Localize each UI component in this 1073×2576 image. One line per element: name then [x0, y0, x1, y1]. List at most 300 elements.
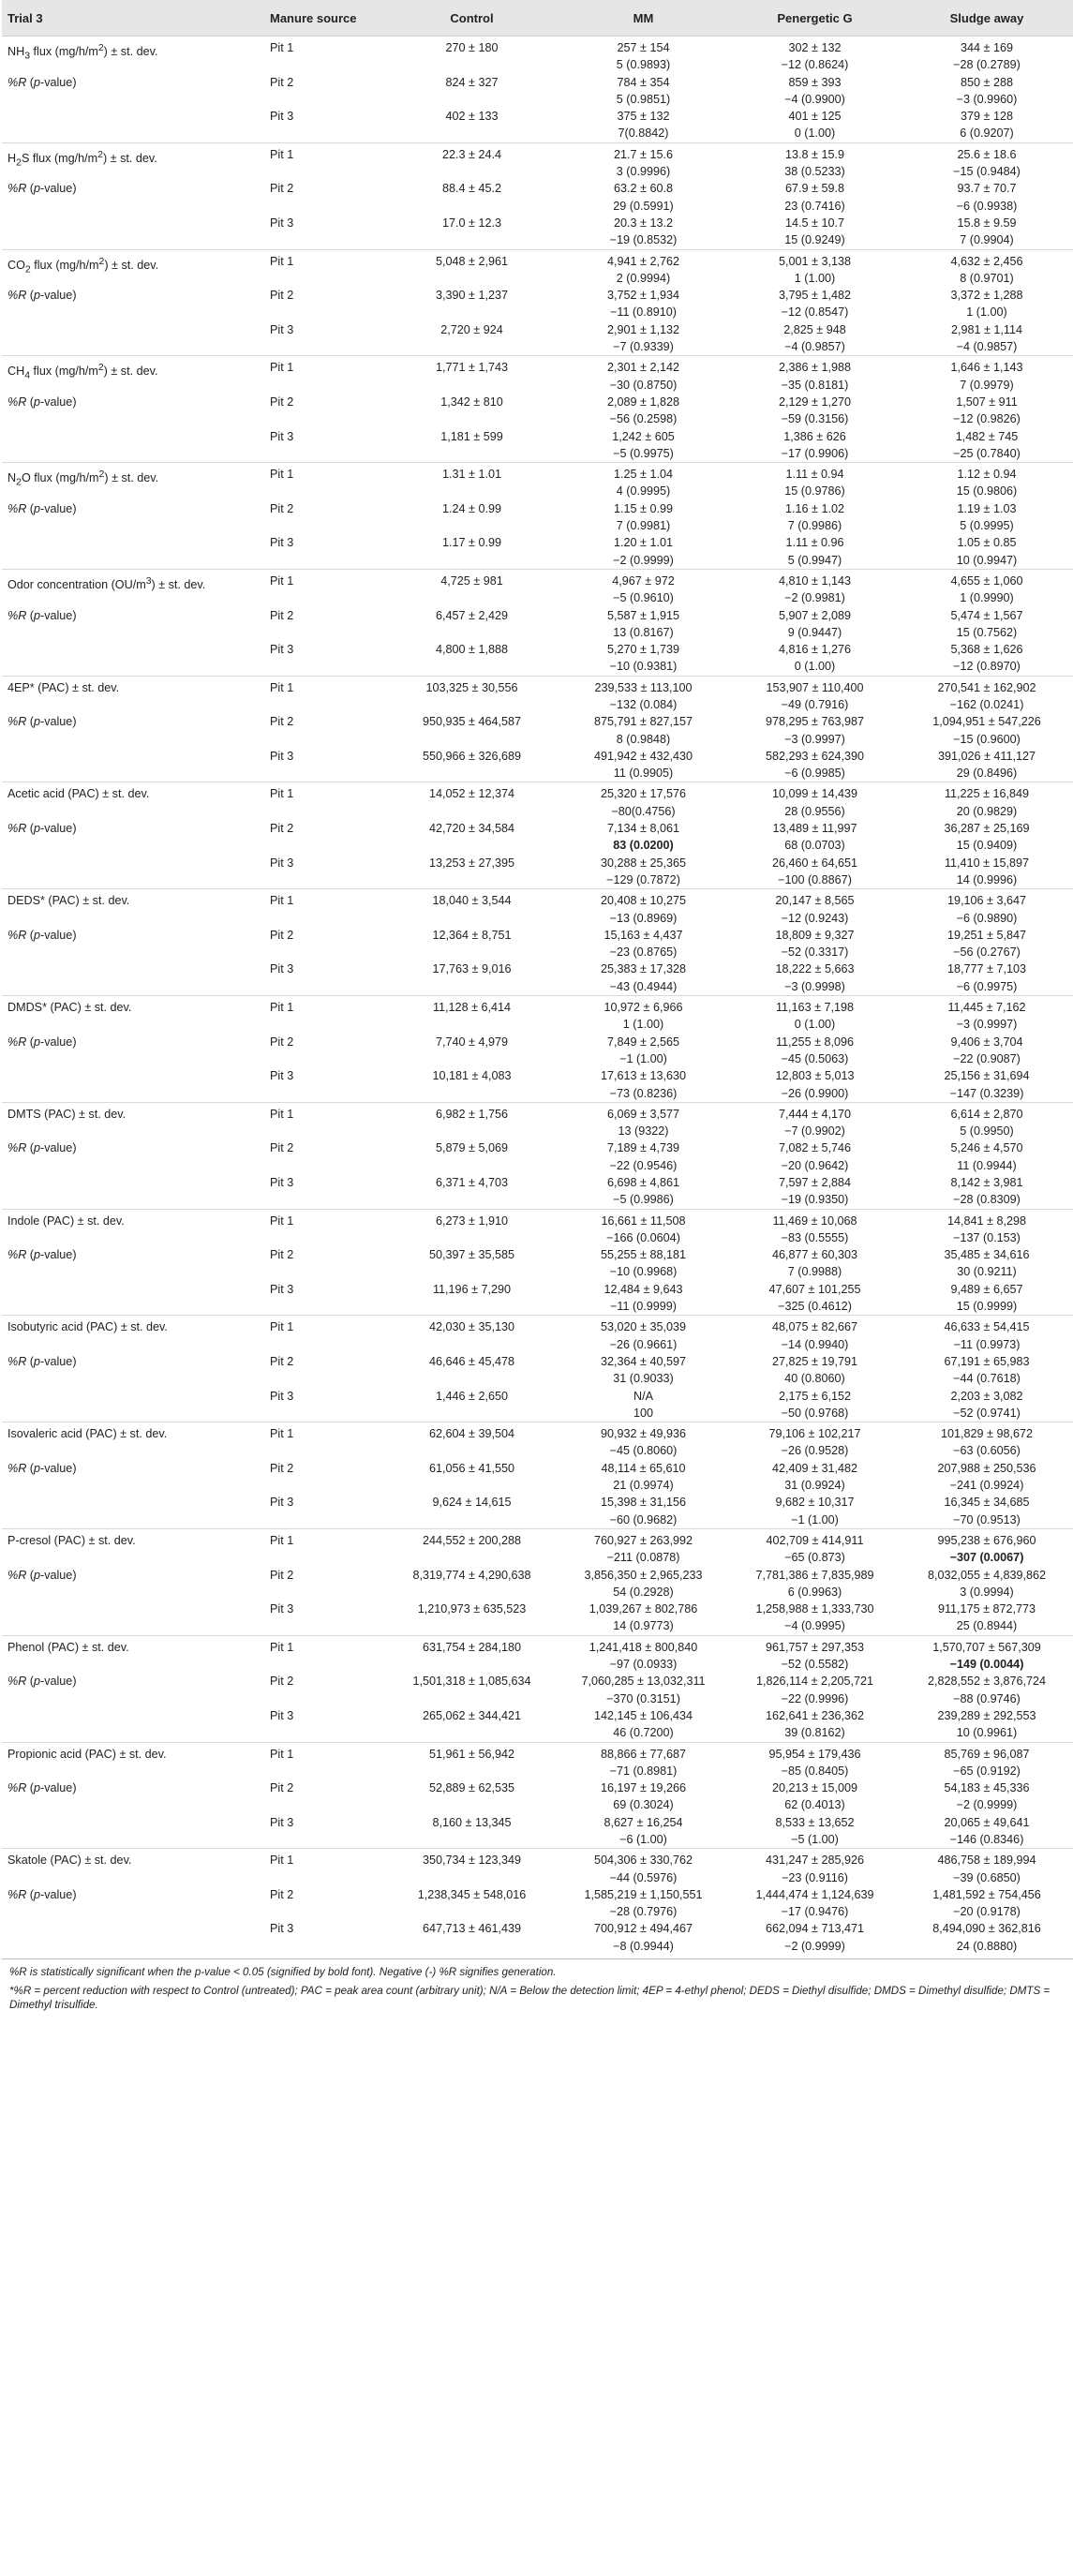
sludge-away-percent-r: −12 (0.8970)	[953, 660, 1021, 674]
parameter-label: Isovaleric acid (PAC) ± st. dev.	[2, 1422, 264, 1460]
mm-percent-r: −2 (0.9999)	[613, 553, 674, 567]
mm-value-cell	[558, 1102, 729, 1139]
control-value: 52,889 ± 62,535	[429, 1781, 514, 1795]
table-row	[2, 927, 1073, 961]
control-value: 1,501,318 ± 1,085,634	[412, 1675, 531, 1689]
penergetic-g-value: 401 ± 125	[788, 110, 842, 124]
header-sludge-away: Sludge away	[901, 0, 1073, 37]
pit-label: Pit 1	[264, 1635, 386, 1673]
table-row	[2, 1779, 1073, 1814]
mm-percent-r: −43 (0.4944)	[609, 979, 678, 993]
mm-value-cell	[558, 1246, 729, 1281]
penergetic-g-percent-r: −6 (0.9985)	[784, 767, 845, 781]
sludge-away-value-cell	[901, 1209, 1073, 1246]
mm-percent-r: −5 (0.9986)	[613, 1193, 674, 1207]
control-value: 42,720 ± 34,584	[429, 822, 514, 836]
header-trial: Trial 3	[2, 0, 264, 37]
sludge-away-value-cell	[901, 960, 1073, 995]
sludge-away-value-cell	[901, 1742, 1073, 1779]
penergetic-g-value: 961,757 ± 297,353	[766, 1640, 864, 1654]
penergetic-g-value: 13,489 ± 11,997	[772, 822, 857, 836]
sludge-away-percent-r: −146 (0.8346)	[949, 1832, 1024, 1846]
control-value: 270 ± 180	[386, 37, 558, 74]
table-row	[2, 1067, 1073, 1102]
penergetic-g-value: 47,607 ± 101,255	[768, 1282, 861, 1296]
mm-percent-r: 21 (0.9974)	[613, 1479, 674, 1493]
control-value: 12,364 ± 8,751	[432, 928, 512, 942]
sludge-away-percent-r: −88 (0.9746)	[953, 1691, 1021, 1705]
sludge-away-percent-r: −3 (0.9997)	[956, 1018, 1018, 1032]
mm-percent-r: 100	[633, 1406, 653, 1420]
penergetic-g-value-cell	[729, 1388, 901, 1422]
table-row	[2, 1102, 1073, 1139]
penergetic-g-value-cell	[729, 748, 901, 782]
pit-label: Pit 2	[270, 715, 294, 729]
penergetic-g-value-cell	[729, 1281, 901, 1316]
penergetic-g-value-cell	[729, 1034, 901, 1068]
penergetic-g-value: 582,293 ± 624,390	[766, 749, 864, 763]
percent-r-label: %R (p-value)	[7, 501, 77, 515]
penergetic-g-value-cell	[729, 1567, 901, 1601]
sludge-away-percent-r: −25 (0.7840)	[953, 446, 1021, 460]
empty-cell	[2, 641, 264, 676]
pit-label: Pit 3	[270, 1389, 294, 1403]
mm-value-cell	[558, 996, 729, 1034]
control-value: 6,982 ± 1,756	[386, 1102, 558, 1139]
penergetic-g-percent-r: 68 (0.0703)	[784, 839, 845, 853]
control-value: 7,740 ± 4,979	[436, 1035, 508, 1049]
penergetic-g-value-cell	[729, 1779, 901, 1814]
table-header	[2, 0, 1073, 37]
sludge-away-value-cell	[901, 287, 1073, 321]
percent-r-label: %R (p-value)	[7, 1354, 77, 1368]
mm-percent-r: −26 (0.9661)	[609, 1337, 678, 1351]
table-row	[2, 428, 1073, 463]
pit-label: Pit 3	[270, 1922, 294, 1936]
mm-value-cell	[558, 641, 729, 676]
penergetic-g-value: 1.16 ± 1.02	[785, 501, 844, 515]
pit-label: Pit 3	[270, 643, 294, 657]
mm-value: 7,189 ± 4,739	[607, 1141, 679, 1155]
sludge-away-percent-r: −20 (0.9178)	[953, 1905, 1021, 1919]
table-row	[2, 1920, 1073, 1955]
penergetic-g-percent-r: −5 (1.00)	[791, 1832, 839, 1846]
sludge-away-value-cell	[901, 1388, 1073, 1422]
pit-label: Pit 1	[264, 1528, 386, 1566]
mm-value-cell	[558, 1388, 729, 1422]
sludge-away-value-cell	[901, 500, 1073, 535]
sludge-away-percent-r: −6 (0.9975)	[956, 979, 1018, 993]
sludge-away-percent-r: 30 (0.9211)	[957, 1265, 1017, 1279]
penergetic-g-percent-r: −17 (0.9906)	[781, 446, 849, 460]
mm-value-cell	[558, 1316, 729, 1353]
penergetic-g-value: 153,907 ± 110,400	[766, 680, 864, 694]
mm-value-cell	[558, 1528, 729, 1566]
header-control: Control	[386, 0, 558, 37]
sludge-away-value-cell	[901, 1067, 1073, 1102]
sludge-away-percent-r: −11 (0.9973)	[953, 1337, 1021, 1351]
mm-value-cell	[558, 500, 729, 535]
mm-value-cell	[558, 1494, 729, 1528]
sludge-away-percent-r: 6 (0.9207)	[960, 127, 1014, 141]
sludge-away-percent-r: 15 (0.9999)	[956, 1300, 1018, 1314]
pit-label: Pit 2	[270, 75, 294, 89]
mm-value: 1,585,219 ± 1,150,551	[584, 1887, 703, 1901]
control-value: 265,062 ± 344,421	[423, 1708, 521, 1722]
empty-cell	[2, 1814, 264, 1849]
sludge-away-value-cell	[901, 889, 1073, 927]
penergetic-g-value-cell	[729, 782, 901, 820]
penergetic-g-percent-r: 23 (0.7416)	[784, 199, 845, 213]
parameter-label: Skatole (PAC) ± st. dev.	[2, 1849, 264, 1886]
penergetic-g-percent-r: −52 (0.3317)	[781, 946, 849, 960]
penergetic-g-value: 2,175 ± 6,152	[779, 1389, 851, 1403]
percent-r-label: %R (p-value)	[7, 715, 77, 729]
empty-cell	[2, 748, 264, 782]
sludge-away-value-cell	[901, 1102, 1073, 1139]
pit-label: Pit 2	[270, 822, 294, 836]
control-value: 5,879 ± 5,069	[436, 1141, 508, 1155]
pit-label: Pit 3	[270, 1069, 294, 1083]
sludge-away-value: 2,828,552 ± 3,876,724	[928, 1675, 1046, 1689]
sludge-away-value: 486,758 ± 189,994	[937, 1854, 1036, 1868]
sludge-away-value-cell	[901, 1673, 1073, 1707]
table-row	[2, 676, 1073, 713]
penergetic-g-percent-r: −52 (0.5582)	[781, 1658, 849, 1672]
table-row	[2, 394, 1073, 428]
penergetic-g-value: 2,825 ± 948	[783, 322, 846, 336]
penergetic-g-percent-r: −45 (0.5063)	[781, 1051, 849, 1065]
penergetic-g-percent-r: −65 (0.873)	[784, 1551, 845, 1565]
empty-cell	[2, 855, 264, 889]
penergetic-g-percent-r: 9 (0.9447)	[787, 625, 842, 639]
empty-cell	[2, 1920, 264, 1955]
pit-label: Pit 1	[264, 889, 386, 927]
control-value: 1,342 ± 810	[440, 395, 503, 409]
pit-label: Pit 2	[270, 395, 294, 409]
mm-value-cell	[558, 748, 729, 782]
mm-value: 8,627 ± 16,254	[604, 1815, 683, 1829]
mm-percent-r: −211 (0.0878)	[606, 1551, 680, 1565]
mm-value: 784 ± 354	[617, 75, 670, 89]
mm-value-cell	[558, 713, 729, 748]
mm-value-cell	[558, 108, 729, 142]
penergetic-g-value-cell	[729, 428, 901, 463]
parameter-label: Odor concentration $(OU/m^3)$ ± st. dev.	[2, 569, 264, 606]
percent-r-label: %R (p-value)	[7, 1248, 77, 1262]
sludge-away-value-cell	[901, 37, 1073, 74]
mm-percent-r: −129 (0.7872)	[606, 872, 680, 886]
penergetic-g-value: 859 ± 393	[788, 75, 842, 89]
table-row	[2, 1494, 1073, 1528]
footnote-definitions: *%R = percent reduction with respect to Control (untreated); PAC = peak area count (arbitrary unit); N/A = Below the detection limit; 4EP = 4-ethyl phenol; DEDS = Diethyl disulfide; DMDS = Dimethyl disulfide; DMTS = Dimethyl trisulfide.	[9, 1984, 1051, 2012]
sludge-away-value-cell	[901, 428, 1073, 463]
penergetic-g-percent-r: −14 (0.9940)	[781, 1337, 849, 1351]
penergetic-g-value-cell	[729, 500, 901, 535]
penergetic-g-percent-r: −325 (0.4612)	[778, 1300, 852, 1314]
sludge-away-value: 46,633 ± 54,415	[944, 1320, 1030, 1334]
penergetic-g-value: 1,826,114 ± 2,205,721	[755, 1675, 874, 1689]
table-row	[2, 1849, 1073, 1886]
table-row	[2, 1528, 1073, 1566]
sludge-away-value: 2,203 ± 3,082	[950, 1389, 1023, 1403]
penergetic-g-value-cell	[729, 820, 901, 855]
control-value: 17.0 ± 12.3	[442, 216, 501, 230]
empty-cell	[2, 1281, 264, 1316]
table-row	[2, 500, 1073, 535]
control-value: 1,210,973 ± 635,523	[417, 1602, 527, 1616]
sludge-away-value-cell	[901, 463, 1073, 500]
penergetic-g-value-cell	[729, 215, 901, 249]
sludge-away-value-cell	[901, 1528, 1073, 1566]
table-row	[2, 713, 1073, 748]
sludge-away-value: 850 ± 288	[961, 75, 1013, 89]
mm-percent-r: 54 (0.2928)	[613, 1585, 674, 1599]
sludge-away-percent-r: 14 (0.9996)	[956, 872, 1018, 886]
mm-value: 5,587 ± 1,915	[607, 608, 679, 622]
sludge-away-value: 85,769 ± 96,087	[944, 1747, 1030, 1761]
sludge-away-value: 1,094,951 ± 547,226	[932, 715, 1041, 729]
penergetic-g-value: 46,877 ± 60,303	[772, 1248, 857, 1262]
mm-value: 21.7 ± 15.6	[614, 147, 673, 161]
sludge-away-value-cell	[901, 249, 1073, 287]
pit-label: Pit 1	[264, 1209, 386, 1246]
sludge-away-value: 11,410 ± 15,897	[944, 856, 1029, 870]
pit-label: Pit 1	[264, 356, 386, 394]
sludge-away-percent-r: −63 (0.6056)	[953, 1444, 1021, 1458]
mm-value-cell	[558, 1814, 729, 1849]
table-row	[2, 607, 1073, 642]
sludge-away-value: 36,287 ± 25,169	[944, 822, 1030, 836]
penergetic-g-percent-r: −26 (0.9528)	[781, 1444, 849, 1458]
header-manure-source: Manure source	[264, 0, 386, 37]
mm-value: 6,698 ± 4,861	[607, 1176, 679, 1189]
sludge-away-value-cell	[901, 1353, 1073, 1388]
mm-value: 142,145 ± 106,434	[594, 1708, 693, 1722]
penergetic-g-value: 7,781,386 ± 7,835,989	[755, 1568, 874, 1582]
penergetic-g-percent-r: −35 (0.8181)	[781, 378, 849, 392]
pit-label: Pit 2	[270, 1568, 294, 1582]
pit-label: Pit 1	[264, 142, 386, 180]
sludge-away-value-cell	[901, 676, 1073, 713]
sludge-away-value: 19,251 ± 5,847	[947, 928, 1026, 942]
mm-value: 760,927 ± 263,992	[594, 1533, 693, 1547]
control-value: 1.24 ± 0.99	[442, 501, 501, 515]
penergetic-g-percent-r: 6 (0.9963)	[787, 1585, 842, 1599]
parameter-label: DEDS* (PAC) ± st. dev.	[2, 889, 264, 927]
pit-label: Pit 3	[270, 1282, 294, 1296]
pit-label: Pit 2	[270, 1035, 294, 1049]
penergetic-g-value: 4,816 ± 1,276	[779, 643, 851, 657]
control-value: 1,181 ± 599	[440, 429, 503, 443]
mm-value: 491,942 ± 432,430	[594, 749, 693, 763]
mm-percent-r: 3 (0.9996)	[616, 165, 671, 179]
penergetic-g-percent-r: −7 (0.9902)	[784, 1124, 845, 1139]
mm-percent-r: 5 (0.9851)	[616, 92, 671, 106]
mm-percent-r: −28 (0.7976)	[609, 1905, 678, 1919]
mm-value-cell	[558, 1601, 729, 1635]
mm-value-cell	[558, 1353, 729, 1388]
table-row	[2, 1034, 1073, 1068]
pit-label: Pit 3	[270, 1496, 294, 1510]
mm-value: 53,020 ± 35,039	[601, 1320, 686, 1334]
table-row	[2, 1388, 1073, 1422]
sludge-away-value-cell	[901, 1707, 1073, 1742]
penergetic-g-value-cell	[729, 960, 901, 995]
table-row	[2, 1174, 1073, 1209]
mm-value: 20,408 ± 10,275	[601, 894, 686, 908]
mm-percent-r: 8 (0.9848)	[616, 732, 671, 746]
penergetic-g-percent-r: −22 (0.9996)	[781, 1691, 849, 1705]
penergetic-g-value: 8,533 ± 13,652	[775, 1815, 855, 1829]
table-row	[2, 249, 1073, 287]
penergetic-g-percent-r: 15 (0.9786)	[784, 484, 845, 499]
sludge-away-percent-r: 7 (0.9979)	[960, 378, 1014, 392]
penergetic-g-value-cell	[729, 676, 901, 713]
sludge-away-value: 391,026 ± 411,127	[937, 749, 1036, 763]
parameter-label: Indole (PAC) ± st. dev.	[2, 1209, 264, 1246]
empty-cell	[2, 1494, 264, 1528]
mm-value: 7,134 ± 8,061	[607, 822, 679, 836]
penergetic-g-value-cell	[729, 463, 901, 500]
control-value: 1,771 ± 1,743	[386, 356, 558, 394]
sludge-away-percent-r: −6 (0.9890)	[956, 911, 1018, 925]
sludge-away-percent-r: −39 (0.6850)	[953, 1870, 1021, 1884]
sludge-away-percent-r: −44 (0.7618)	[953, 1372, 1021, 1386]
table-row	[2, 321, 1073, 356]
penergetic-g-value: 5,907 ± 2,089	[779, 608, 851, 622]
pit-label: Pit 1	[264, 996, 386, 1034]
penergetic-g-percent-r: 0 (1.00)	[794, 1018, 836, 1032]
mm-value: 3,752 ± 1,934	[607, 289, 679, 303]
pit-label: Pit 3	[270, 536, 294, 550]
penergetic-g-value: 1.11 ± 0.94	[785, 468, 844, 482]
sludge-away-value: 25.6 ± 18.6	[957, 147, 1017, 161]
sludge-away-percent-r: 24 (0.8880)	[956, 1939, 1018, 1953]
mm-value-cell	[558, 356, 729, 394]
mm-value-cell	[558, 1034, 729, 1068]
mm-value: 10,972 ± 6,966	[604, 1001, 683, 1015]
mm-value: 55,255 ± 88,181	[601, 1248, 686, 1262]
mm-value-cell	[558, 1920, 729, 1955]
mm-percent-r: −22 (0.9546)	[609, 1158, 678, 1172]
penergetic-g-value: 13.8 ± 15.9	[785, 147, 844, 161]
mm-value: 1.20 ± 1.01	[614, 536, 673, 550]
penergetic-g-value-cell	[729, 1528, 901, 1566]
pit-label: Pit 3	[270, 429, 294, 443]
pit-label: Pit 2	[270, 501, 294, 515]
mm-percent-r: 7 (0.9981)	[616, 519, 671, 533]
mm-value: 90,932 ± 49,936	[601, 1427, 686, 1441]
sludge-away-value: 4,655 ± 1,060	[950, 573, 1023, 588]
penergetic-g-value-cell	[729, 534, 901, 569]
pit-label: Pit 2	[270, 182, 294, 196]
sludge-away-percent-r: 5 (0.9950)	[960, 1124, 1014, 1139]
mm-percent-r: −132 (0.084)	[609, 697, 678, 711]
penergetic-g-value: 48,075 ± 82,667	[772, 1320, 857, 1334]
sludge-away-percent-r: 29 (0.8496)	[956, 767, 1018, 781]
percent-r-label: %R (p-value)	[7, 1035, 77, 1049]
mm-percent-r: −370 (0.3151)	[606, 1691, 680, 1705]
parameter-label: Isobutyric acid (PAC) ± st. dev.	[2, 1316, 264, 1353]
sludge-away-value: 15.8 ± 9.59	[957, 216, 1017, 230]
control-value: 1.17 ± 0.99	[442, 536, 501, 550]
sludge-away-value-cell	[901, 713, 1073, 748]
control-value: 10,181 ± 4,083	[432, 1069, 512, 1083]
table-row	[2, 1209, 1073, 1246]
mm-value-cell	[558, 321, 729, 356]
pit-label: Pit 2	[270, 928, 294, 942]
sludge-away-percent-r: −28 (0.2789)	[953, 58, 1021, 72]
mm-percent-r: −6 (1.00)	[619, 1832, 667, 1846]
mm-value-cell	[558, 1460, 729, 1495]
mm-percent-r: 31 (0.9033)	[613, 1372, 674, 1386]
control-value: 402 ± 133	[445, 110, 499, 124]
mm-value-cell	[558, 74, 729, 109]
control-value: 6,457 ± 2,429	[436, 608, 508, 622]
mm-value: 3,856,350 ± 2,965,233	[584, 1568, 703, 1582]
percent-r-label: %R (p-value)	[7, 1675, 77, 1689]
penergetic-g-value: 162,641 ± 236,362	[766, 1708, 864, 1722]
header-row	[2, 0, 1073, 37]
penergetic-g-value-cell	[729, 37, 901, 74]
mm-percent-r: −11 (0.8910)	[610, 305, 677, 320]
penergetic-g-value: 10,099 ± 14,439	[772, 787, 857, 801]
mm-value-cell	[558, 569, 729, 606]
empty-cell	[2, 1707, 264, 1742]
sludge-away-percent-r: −15 (0.9484)	[953, 165, 1021, 179]
penergetic-g-value: 7,444 ± 4,170	[779, 1107, 851, 1121]
penergetic-g-value: 42,409 ± 31,482	[772, 1461, 857, 1475]
table-row	[2, 748, 1073, 782]
mm-value-cell	[558, 287, 729, 321]
penergetic-g-percent-r: −3 (0.9997)	[784, 732, 845, 746]
control-value: 5,048 ± 2,961	[386, 249, 558, 287]
table-row	[2, 142, 1073, 180]
sludge-away-value: 11,225 ± 16,849	[944, 787, 1029, 801]
sludge-away-percent-r: −162 (0.0241)	[949, 697, 1024, 711]
percent-r-label: %R (p-value)	[7, 1781, 77, 1795]
penergetic-g-percent-r: −12 (0.8547)	[781, 305, 849, 320]
control-value: 647,713 ± 461,439	[423, 1922, 521, 1936]
penergetic-g-value: 11,163 ± 7,198	[775, 1001, 854, 1015]
percent-r-label: %R (p-value)	[7, 1141, 77, 1155]
penergetic-g-value: 5,001 ± 3,138	[779, 254, 851, 268]
penergetic-g-value: 302 ± 132	[788, 41, 842, 54]
penergetic-g-percent-r: −1 (1.00)	[791, 1512, 839, 1526]
sludge-away-value: 11,445 ± 7,162	[947, 1001, 1026, 1015]
control-value: 11,128 ± 6,414	[386, 996, 558, 1034]
mm-value-cell	[558, 428, 729, 463]
mm-value-cell	[558, 37, 729, 74]
penergetic-g-value-cell	[729, 249, 901, 287]
percent-r-label: %R (p-value)	[7, 395, 77, 409]
table-row	[2, 960, 1073, 995]
sludge-away-percent-r: −6 (0.9938)	[956, 199, 1018, 213]
penergetic-g-percent-r: −12 (0.9243)	[781, 911, 849, 925]
penergetic-g-value: 978,295 ± 763,987	[766, 715, 864, 729]
penergetic-g-value-cell	[729, 1422, 901, 1460]
mm-value: 30,288 ± 25,365	[601, 856, 686, 870]
table-row	[2, 1246, 1073, 1281]
penergetic-g-value-cell	[729, 607, 901, 642]
sludge-away-value-cell	[901, 1316, 1073, 1353]
penergetic-g-percent-r: 0 (1.00)	[794, 127, 836, 141]
parameter-label: $H_2S$ flux $(mg/h/m^2)$ ± st. dev.	[2, 142, 264, 180]
penergetic-g-value-cell	[729, 394, 901, 428]
penergetic-g-value-cell	[729, 1174, 901, 1209]
empty-cell	[2, 1174, 264, 1209]
